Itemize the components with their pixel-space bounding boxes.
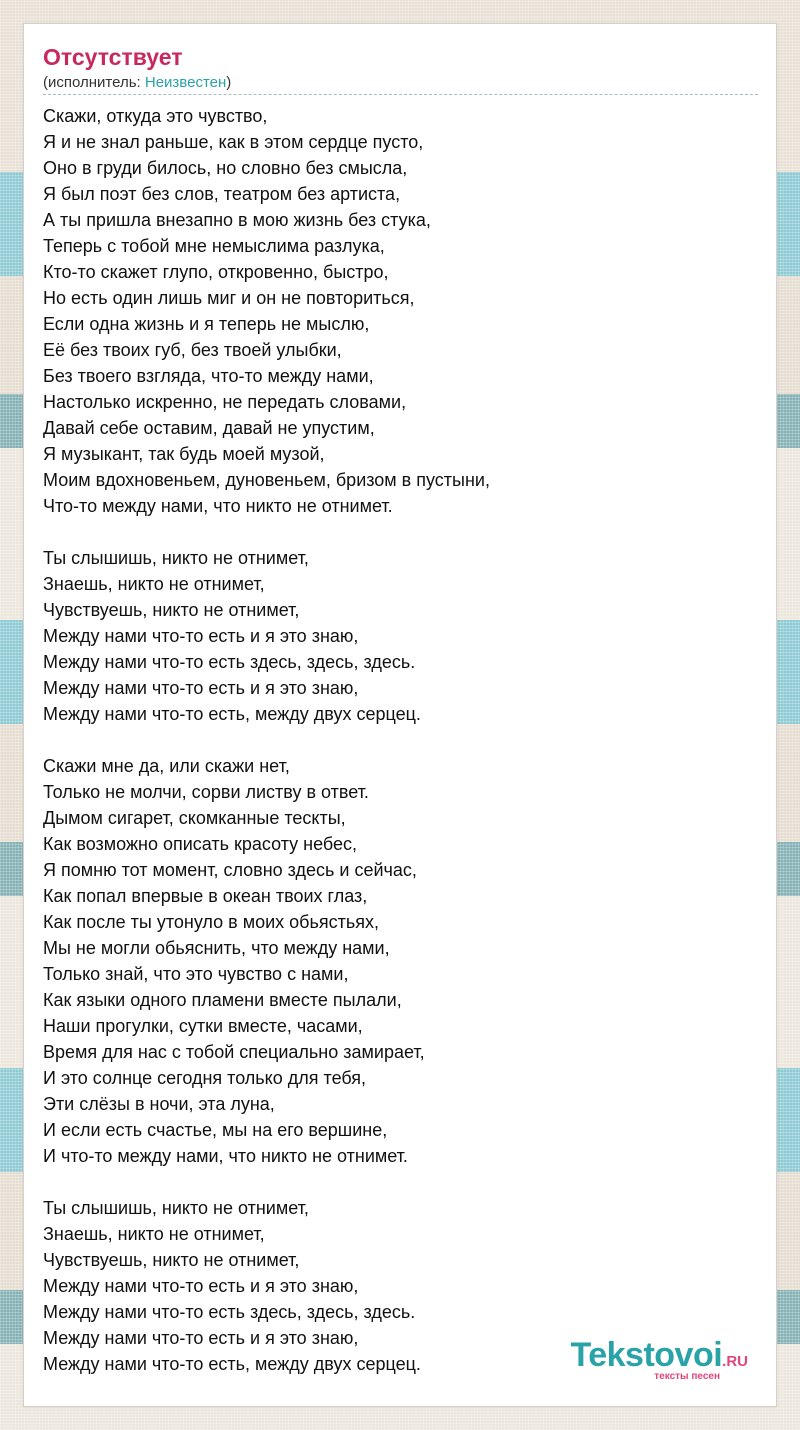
lyric-line: Время для нас с тобой специально замирает, — [43, 1042, 425, 1062]
artist-suffix: ) — [226, 74, 232, 91]
lyric-line: Настолько искренно, не передать словами, — [43, 392, 407, 412]
lyric-line: Между нами что-то есть, между двух серцец. — [43, 704, 421, 724]
lyric-line: Дымом сигарет, скомканные тескты, — [43, 808, 346, 828]
lyric-line: Как после ты утонуло в моих обьястьях, — [43, 912, 379, 932]
lyric-line: И если есть счастье, мы на его вершине, — [43, 1120, 388, 1140]
artist-link[interactable]: Неизвестен — [144, 74, 227, 91]
song-title: Отсутствует — [43, 44, 183, 70]
lyric-line: Давай себе оставим, давай не упустим, — [43, 418, 375, 438]
lyric-line: Между нами что-то есть и я это знаю, — [43, 678, 359, 698]
stanza-break — [43, 519, 758, 545]
lyric-line: Я помню тот момент, словно здесь и сейчас, — [43, 860, 417, 880]
lyric-line: Между нами что-то есть и я это знаю, — [43, 1328, 359, 1348]
lyric-line: И это солнце сегодня только для тебя, — [43, 1068, 367, 1088]
lyric-line: Как языки одного пламени вместе пылали, — [43, 990, 402, 1010]
site-logo[interactable] — [570, 1337, 748, 1380]
lyric-line: Между нами что-то есть, между двух серцец. — [43, 1354, 421, 1374]
lyric-line: Мы не могли обьяснить, что между нами, — [43, 938, 390, 958]
lyric-line: Я музыкант, так будь моей музой, — [43, 444, 325, 464]
lyric-line: Скажи мне да, или скажи нет, — [43, 756, 290, 776]
lyric-line: А ты пришла внезапно в мою жизнь без стука, — [43, 210, 431, 230]
lyric-line: Ты слышишь, никто не отнимет, — [43, 1198, 309, 1218]
lyrics-card — [23, 23, 777, 1407]
lyric-line: Эти слёзы в ночи, эта луна, — [43, 1094, 275, 1114]
lyric-line: Ты слышишь, никто не отнимет, — [43, 548, 309, 568]
lyric-line: Оно в груди билось, но словно без смысла, — [43, 158, 408, 178]
lyric-line: Её без твоих губ, без твоей улыбки, — [43, 340, 342, 360]
stanza-break — [43, 1169, 758, 1195]
lyric-line: Чувствуешь, никто не отнимет, — [43, 1250, 300, 1270]
lyric-line: Знаешь, никто не отнимет, — [43, 574, 265, 594]
lyric-line: Между нами что-то есть здесь, здесь, здесь. — [43, 652, 416, 672]
lyric-line: Только не молчи, сорви листву в ответ. — [43, 782, 369, 802]
lyric-line: Между нами что-то есть и я это знаю, — [43, 1276, 359, 1296]
logo-tagline: тексты песен — [654, 1371, 720, 1382]
lyric-line: Только знай, что это чувство с нами, — [43, 964, 349, 984]
lyric-line: Кто-то скажет глупо, откровенно, быстро, — [43, 262, 389, 282]
lyric-line: Если одна жизнь и я теперь не мыслю, — [43, 314, 370, 334]
lyric-line: Я был поэт без слов, театром без артиста, — [43, 184, 401, 204]
stanza-break — [43, 727, 758, 753]
lyric-line: Между нами что-то есть и я это знаю, — [43, 626, 359, 646]
artist-prefix: (исполнитель: — [43, 74, 145, 91]
lyric-line: Моим вдохновеньем, дуновеньем, бризом в пустыни, — [43, 470, 490, 490]
lyric-line: Наши прогулки, сутки вместе, часами, — [43, 1016, 363, 1036]
lyric-line: Но есть один лишь миг и он не повториться, — [43, 288, 415, 308]
lyric-line: Я и не знал раньше, как в этом сердце пусто, — [43, 132, 424, 152]
lyric-line: Как возможно описать красоту небес, — [43, 834, 358, 854]
lyric-line: Скажи, откуда это чувство, — [43, 106, 268, 126]
lyric-line: Как попал впервые в океан твоих глаз, — [43, 886, 368, 906]
lyric-line: Между нами что-то есть здесь, здесь, здесь. — [43, 1302, 416, 1322]
lyric-line: Без твоего взгляда, что-то между нами, — [43, 366, 374, 386]
lyric-line: Что-то между нами, что никто не отнимет. — [43, 496, 393, 516]
logo-tld: .RU — [722, 1353, 748, 1370]
lyric-line: И что-то между нами, что никто не отнимет. — [43, 1146, 408, 1166]
lyric-line: Знаешь, никто не отнимет, — [43, 1224, 265, 1244]
artist-line — [43, 74, 231, 92]
lyric-line: Теперь с тобой мне немыслима разлука, — [43, 236, 385, 256]
logo-main-text: Tekstovoi — [570, 1336, 723, 1374]
title-divider — [43, 94, 758, 95]
lyric-line: Чувствуешь, никто не отнимет, — [43, 600, 300, 620]
lyrics-text — [43, 103, 758, 1377]
